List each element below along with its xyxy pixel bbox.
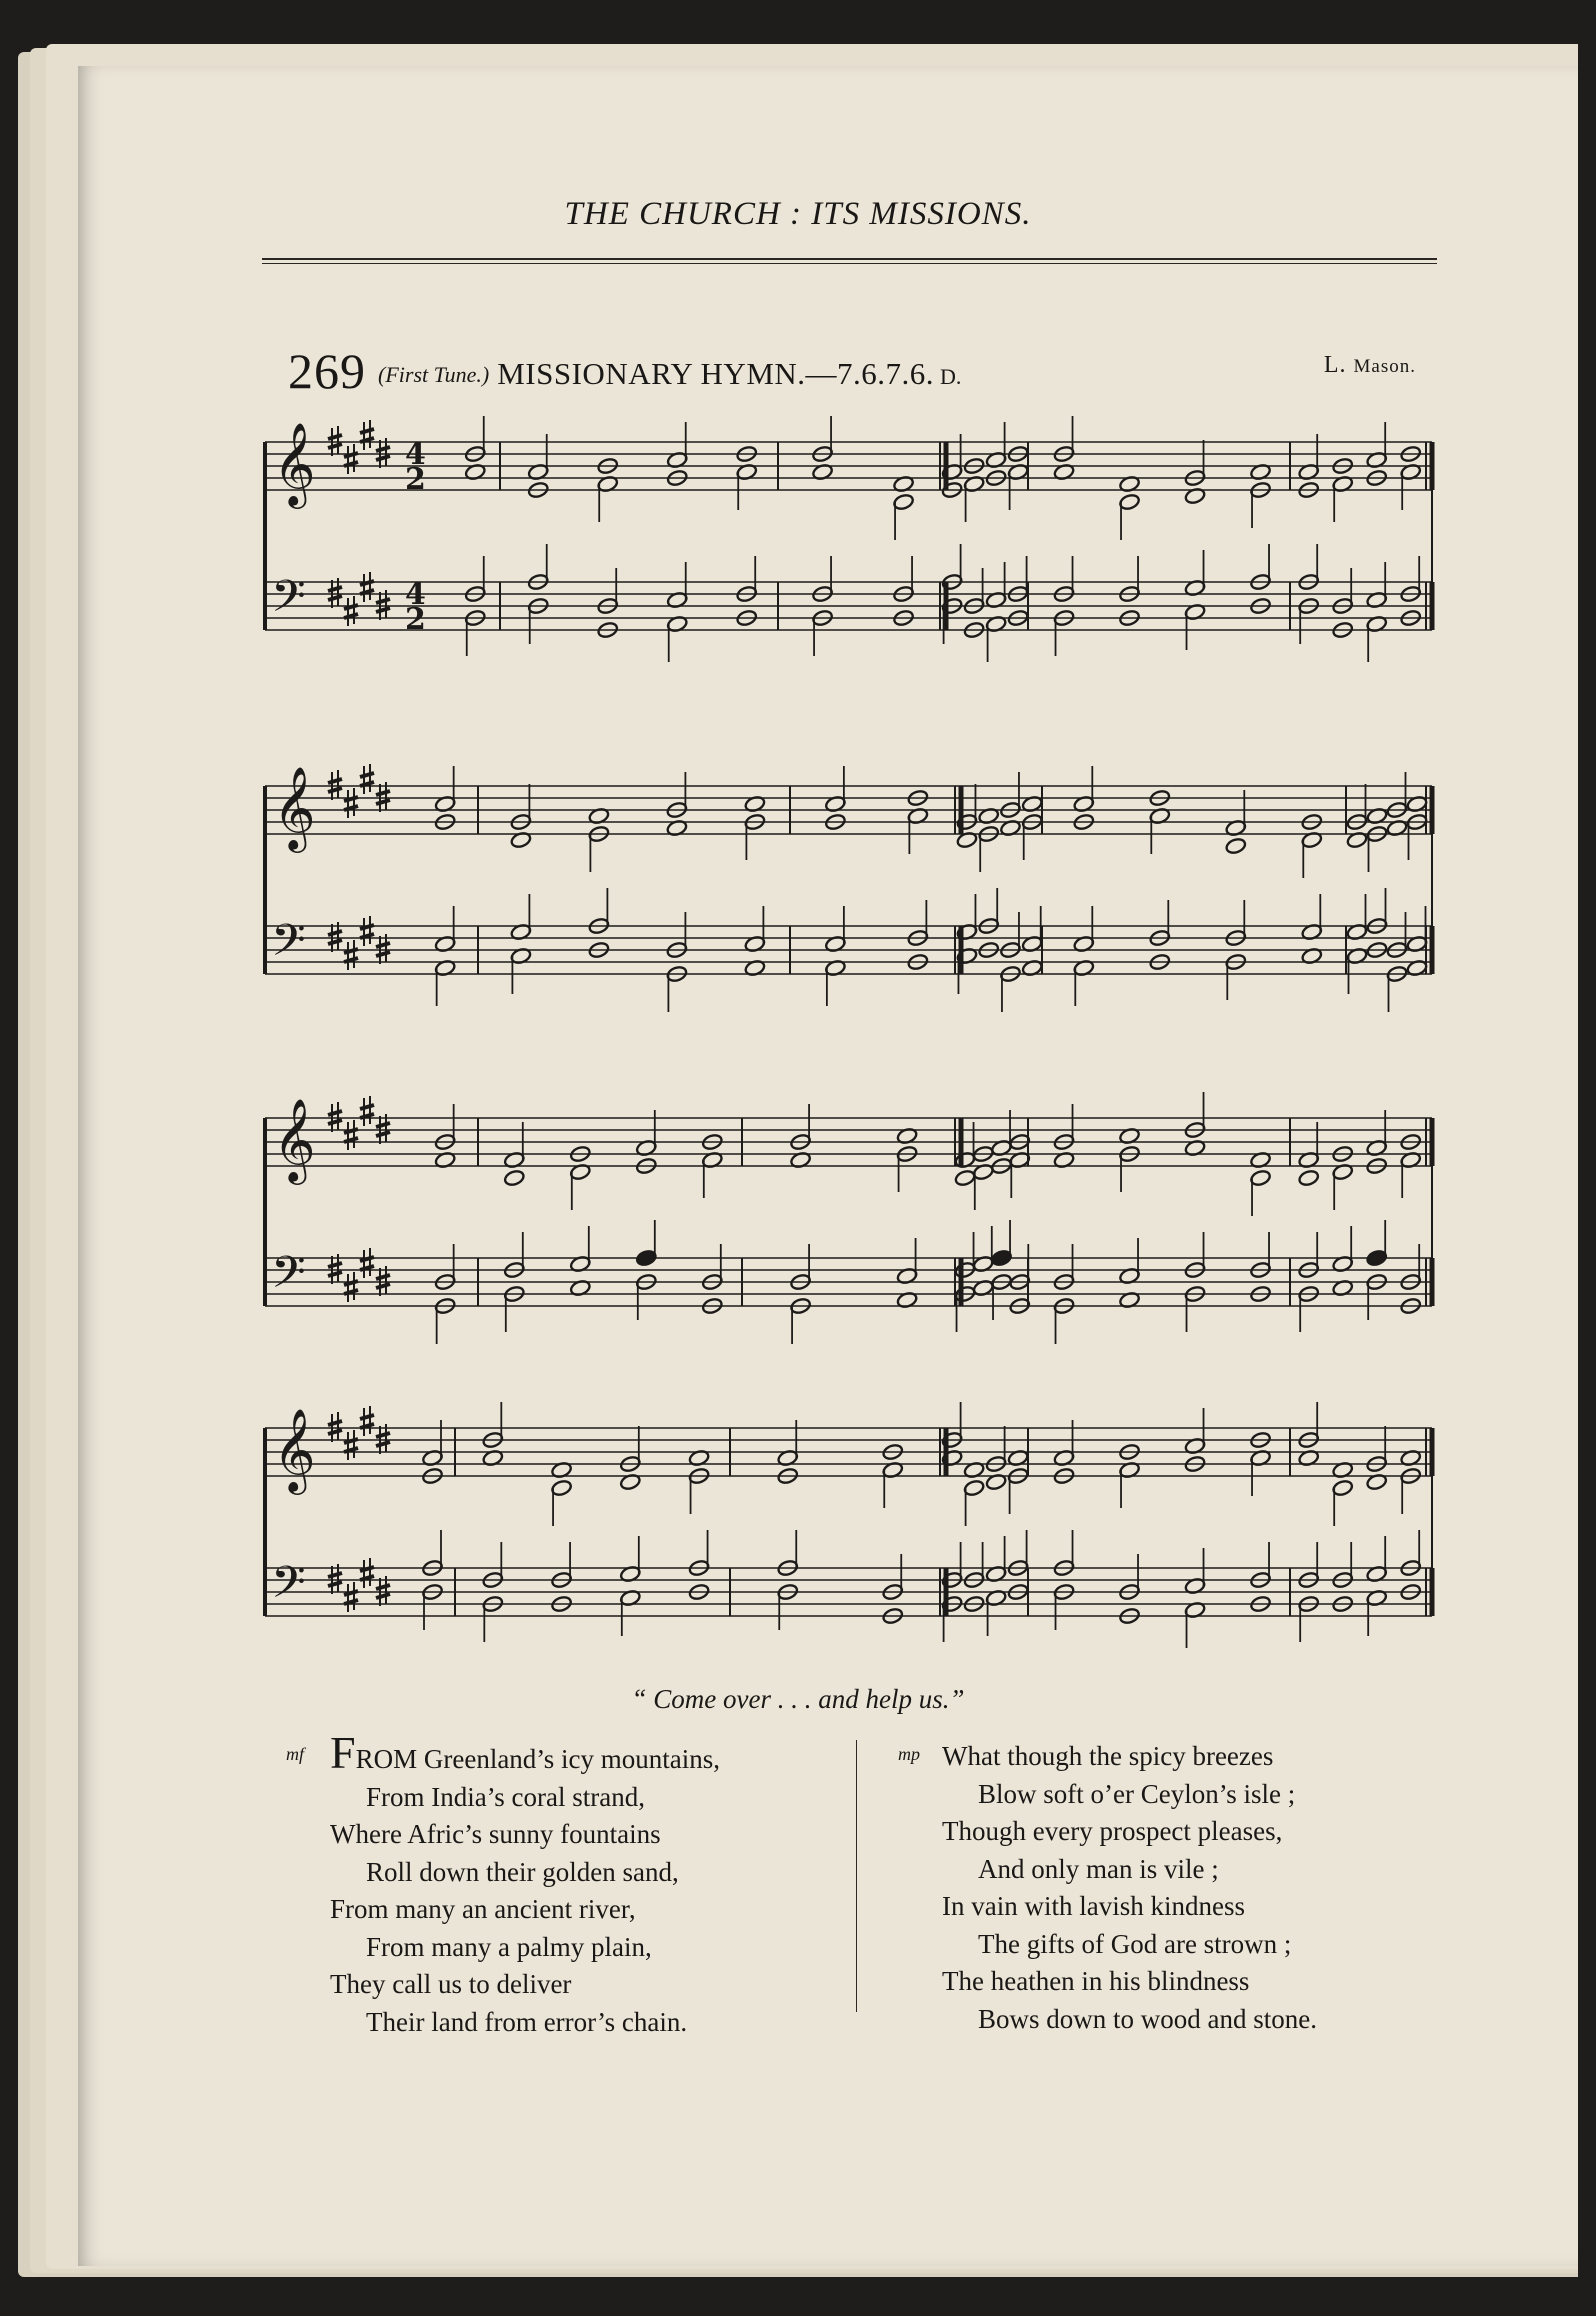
drop-cap: F — [330, 1727, 356, 1778]
sharp-sign — [344, 596, 358, 626]
sharp-sign — [328, 770, 342, 800]
sharp-sign — [360, 1406, 374, 1436]
sharp-sign — [328, 1102, 342, 1132]
hymn-number: 269 — [288, 343, 366, 399]
verse-line: Their land from error’s chain. — [366, 2006, 688, 2037]
verse-line — [330, 1727, 721, 1779]
sharp-sign — [328, 1412, 342, 1442]
verse-line: And only man is vile ; — [978, 1853, 1219, 1884]
sharp-sign — [328, 426, 342, 456]
bass-clef: 𝄢 — [271, 1556, 306, 1619]
verse-line: Blow soft o’er Ceylon’s isle ; — [978, 1778, 1296, 1809]
sharp-sign — [360, 420, 374, 450]
bass-clef: 𝄢 — [271, 1246, 306, 1309]
sharp-sign — [344, 444, 358, 474]
verse-line: They call us to deliver — [330, 1969, 572, 1999]
sharp-sign — [344, 1272, 358, 1302]
sharp-sign — [360, 1558, 374, 1588]
sharp-sign — [360, 572, 374, 602]
sharp-sign — [344, 788, 358, 818]
dynamic-mark: mf — [286, 1744, 304, 1764]
note-head — [1225, 837, 1247, 855]
tune-note: (First Tune.) — [378, 362, 490, 387]
time-signature: 4 — [405, 437, 426, 472]
sharp-sign — [344, 1582, 358, 1612]
sharp-sign — [360, 916, 374, 946]
column-rule — [856, 1740, 857, 2012]
note-head — [1298, 1169, 1320, 1187]
sharp-sign — [360, 1248, 374, 1278]
verse-line: From many an ancient river, — [330, 1894, 636, 1924]
treble-clef: 𝄞 — [273, 765, 316, 849]
verse-line: In vain with lavish kindness — [942, 1891, 1245, 1921]
sharp-sign — [344, 940, 358, 970]
treble-clef: 𝄞 — [273, 1097, 316, 1181]
verse-2 — [898, 1738, 1317, 2038]
verse-line: Roll down their golden sand, — [366, 1856, 679, 1887]
bass-clef: 𝄢 — [271, 914, 306, 977]
time-signature: 2 — [405, 462, 426, 497]
verse-line: The heathen in his blindness — [942, 1966, 1250, 1996]
verse-line: Where Afric’s sunny fountains — [330, 1819, 661, 1849]
treble-clef: 𝄞 — [273, 421, 316, 505]
meter-suffix: D. — [940, 364, 962, 389]
sharp-sign — [360, 1096, 374, 1126]
sharp-sign — [344, 1430, 358, 1460]
treble-clef: 𝄞 — [273, 1407, 316, 1491]
verse-1 — [286, 1727, 721, 2041]
time-signature: 4 — [405, 577, 426, 612]
epigraph: “ Come over . . . and help us.” — [631, 1684, 965, 1714]
verse-line: From India’s coral strand, — [366, 1781, 645, 1812]
verse-line: What though the spicy breezes — [942, 1741, 1274, 1771]
time-signature: 2 — [405, 602, 426, 637]
dynamic-mark: mp — [898, 1744, 920, 1764]
composer-initial: L. — [1323, 352, 1347, 378]
composer-name: Mason. — [1353, 356, 1416, 377]
verse-line: The gifts of God are strown ; — [978, 1928, 1292, 1959]
verse-line-text: ROM Greenland’s icy mountains, — [355, 1744, 721, 1774]
sharp-sign — [344, 1120, 358, 1150]
tune-name: MISSIONARY HYMN.—7.6.7.6. — [497, 356, 935, 391]
bass-clef: 𝄢 — [271, 570, 306, 633]
note-head — [954, 1169, 976, 1187]
verse-line: Bows down to wood and stone. — [978, 2003, 1317, 2034]
running-head: THE CHURCH : ITS MISSIONS. — [564, 196, 1032, 232]
note-head — [503, 1169, 525, 1187]
sharp-sign — [360, 764, 374, 794]
verse-line: Though every prospect pleases, — [942, 1816, 1283, 1846]
verse-line: From many a palmy plain, — [366, 1931, 652, 1962]
